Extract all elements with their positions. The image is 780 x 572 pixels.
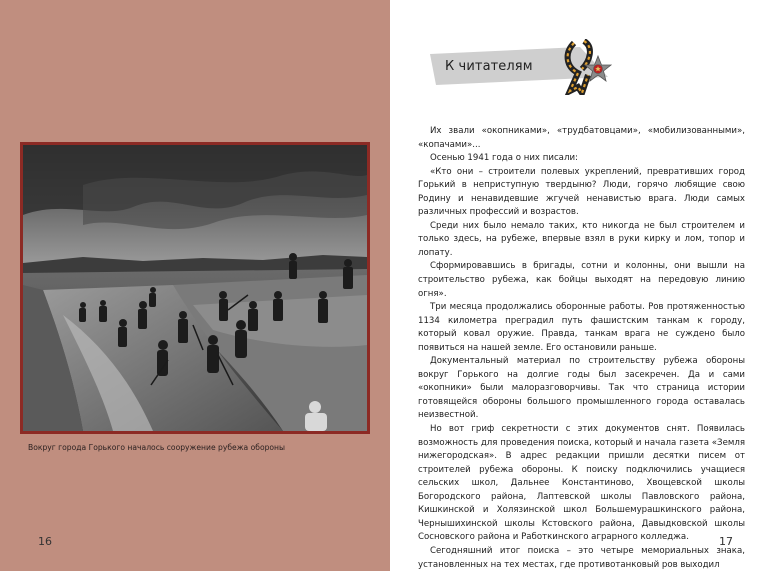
historic-photo: [20, 142, 370, 434]
page-number-right: 17: [719, 535, 733, 548]
paragraph: Сегодняшний итог поиска – это четыре мемориальных знака, установленных на тех местах, где противотанковый ров выходил: [418, 545, 745, 570]
paragraph: Среди них было немало таких, кто никогда не был строителем и только здесь, на рубеже, впервые взял в руки кирку и лом, топор и лопату.: [418, 220, 745, 258]
article-body: [418, 125, 745, 572]
photo-caption: Вокруг города Горького началось сооружение рубежа обороны: [28, 443, 286, 452]
page-number-left: 16: [38, 535, 52, 548]
paragraph: Три месяца продолжались оборонные работы. Ров протяженностью 1134 километра преградил путь фашистским танкам к городу, который ковал оружие. Правда, танкам врага не суждено было появиться на нашей земле. Его остановили раньше.: [418, 302, 745, 353]
paragraph: Осенью 1941 года о них писали:: [430, 153, 578, 164]
st-george-ribbon-icon: [560, 39, 616, 95]
section-heading: К читателям: [445, 59, 533, 74]
paragraph: Их звали «окопниками», «трудбатовцами», «мобилизованными», «копачами»...: [418, 126, 745, 150]
paragraph: «Кто они – строители полевых укреплений, превративших город Горький в неприступную твердыню? Люди, горячо любящие свою Родину и ненавидевшие жгучей ненавистью врага. Люди самых различных профессий и возрастов.: [418, 166, 745, 218]
paragraph: Но вот гриф секретности с этих документов снят. Появилась возможность для проведения поиска, который и начала газета «Земля нижегородская». В адрес редакции пришли десятки писем от строителей рубежа обороны. К поиску подключились учащиеся сельских школ, Дальнее Константиново, Хвощевской школы Богородского района, Лаптевской школы Павловского района, Кишкинской и Холязинской школ Большемурашкинского района, Чернышихинской школы Кстовского района, Давыдковской школы Сосновского района и Работкинского аграрного колледжа.: [418, 424, 745, 543]
trench-workers-photo: [23, 145, 367, 431]
paragraph: Сформировавшись в бригады, сотни и колонны, они вышли на строительство рубежа, как бойцы выходят на передовую линию огня».: [418, 261, 745, 299]
paragraph: Документальный материал по строительству рубежа обороны вокруг Горького на долгие годы был засекречен. Да и сами «окопники» были малоразговорчивы. Так что страница истории готовящейся обороны большого промышленного города оставалась неизвестной.: [418, 356, 745, 421]
